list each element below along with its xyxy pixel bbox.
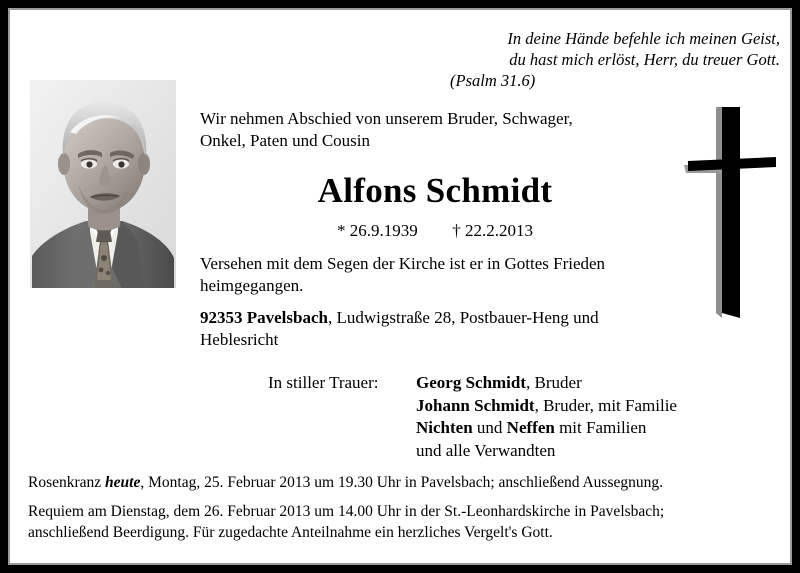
mourner-relation: , Bruder <box>526 373 582 392</box>
mourner-name: Johann Schmidt <box>416 395 535 415</box>
blessing-line-1: Versehen mit dem Segen der Kirche ist er in Gottes Frieden <box>200 254 606 273</box>
deceased-name: Alfons Schmidt <box>317 171 553 210</box>
introduction-line-2: Onkel, Paten und Cousin <box>200 131 370 150</box>
requiem-line-2: anschließend Beerdigung. Für zugedachte Anteilnahme ein herzliches Vergelt's Gott. <box>28 524 553 541</box>
psalm-line-1: In deine Hände befehle ich meinen Geist, <box>507 29 780 48</box>
death-date: 22.2.2013 <box>465 221 533 240</box>
mourner-relation: mit Familien <box>554 418 647 437</box>
list-item <box>416 395 728 418</box>
list-item <box>416 417 728 440</box>
requiem-line-1: Requiem am Dienstag, dem 26. Februar 2013 um 14.00 Uhr in der St.-Leonhardskirche in Pavelsbach; <box>28 503 665 520</box>
rosary-emphasis: heute <box>105 474 141 491</box>
portrait-photograph <box>30 80 176 288</box>
psalm-reference: (Psalm 31.6) <box>450 71 536 90</box>
rosary-service-line <box>28 472 784 493</box>
rosary-suffix: , Montag, 25. Februar 2013 um 19.30 Uhr in Pavelsbach; anschließend Aussegnung. <box>140 474 663 491</box>
psalm-line-2: du hast mich erlöst, Herr, du treuer Gott. <box>509 50 780 69</box>
introduction-line-1: Wir nehmen Abschied von unserem Bruder, Schwager, <box>200 109 573 128</box>
death-symbol: † <box>452 221 461 240</box>
list-item: und alle Verwandten <box>416 440 556 460</box>
address-line-2: Heblesricht <box>200 330 279 349</box>
portrait-image <box>30 80 176 288</box>
list-item <box>416 372 728 395</box>
blessing-text <box>200 253 700 297</box>
service-details <box>28 472 784 543</box>
introduction-text <box>200 108 670 152</box>
mourner-relation: , Bruder, mit Familie <box>534 395 677 415</box>
birth-symbol: * <box>337 221 346 240</box>
address-line-1 <box>200 307 700 329</box>
mourner-name: Nichten <box>416 418 473 437</box>
blessing-line-2: heimgegangen. <box>200 276 304 295</box>
life-dates <box>200 220 670 242</box>
requiem-service-line <box>28 501 784 543</box>
notice-card <box>10 10 790 563</box>
mourners-label: In stiller Trauer: <box>268 373 379 392</box>
mourner-conjunction: und <box>472 418 507 437</box>
mourner-name-secondary: Neffen <box>506 418 555 437</box>
address-block <box>200 307 700 351</box>
rosary-prefix: Rosenkranz <box>28 474 106 491</box>
mourners-list <box>416 372 728 462</box>
address-street: , Ludwigstraße 28, Postbauer-Heng und <box>327 308 599 327</box>
mourners-block <box>268 372 728 462</box>
mourner-name: Georg Schmidt <box>416 373 527 392</box>
psalm-quotation <box>450 28 780 91</box>
birth-date: 26.9.1939 <box>349 221 418 240</box>
address-postal-town: 92353 Pavelsbach <box>200 308 328 327</box>
